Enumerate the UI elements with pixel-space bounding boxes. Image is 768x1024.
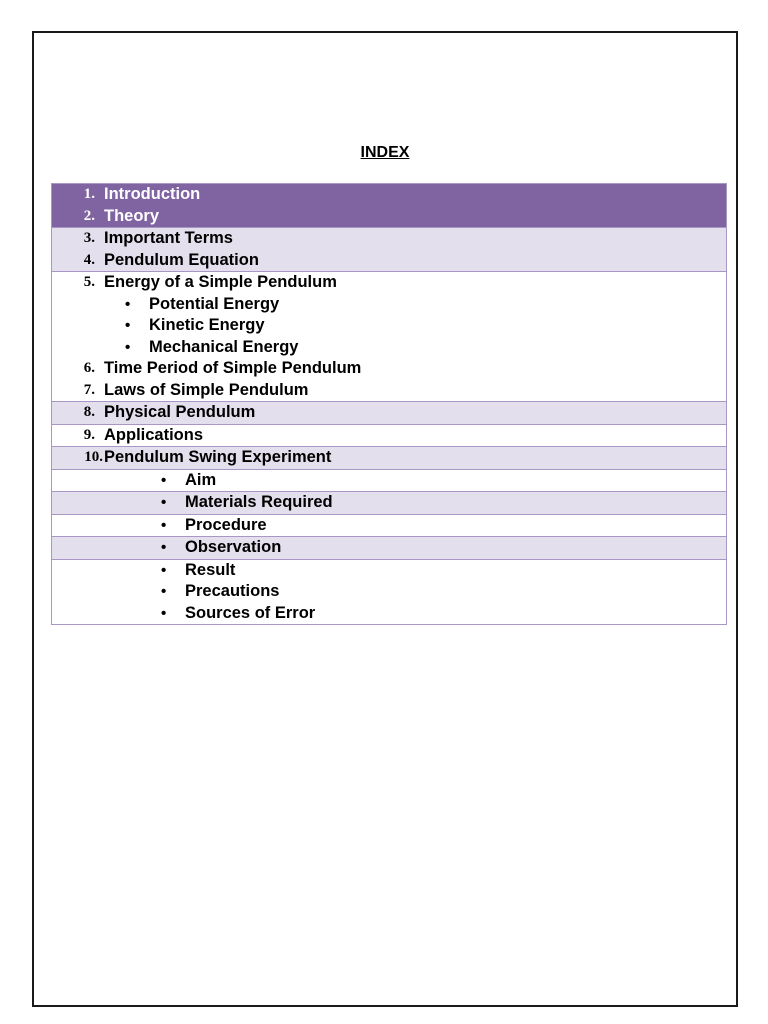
toc-item-laws	[52, 380, 726, 402]
toc-subitem-result	[52, 560, 726, 582]
toc-item-physical-pendulum	[52, 402, 726, 424]
toc-block	[52, 470, 726, 493]
toc-subitem-kinetic-energy	[52, 315, 726, 337]
toc-block	[52, 447, 726, 470]
toc-subitem-label: Potential Energy	[149, 294, 280, 313]
toc-item-time-period	[52, 358, 726, 380]
toc-item-label: Applications	[104, 425, 204, 444]
toc-item-theory	[52, 206, 726, 228]
toc-subitem-label: Result	[185, 560, 236, 579]
toc-item-label: Pendulum Equation	[104, 250, 259, 269]
bullet-icon: •	[161, 494, 167, 511]
index-title: INDEX	[360, 144, 410, 161]
bullet-icon: •	[161, 604, 167, 622]
document-page	[32, 31, 738, 1007]
toc-item-label: Introduction	[104, 185, 201, 203]
toc-item-label: Pendulum Swing Experiment	[104, 448, 332, 466]
toc-block	[52, 228, 726, 272]
toc-subitem-label: Kinetic Energy	[149, 316, 265, 334]
toc-header-block	[52, 184, 726, 228]
toc-subitem-label: Mechanical Energy	[149, 337, 299, 356]
toc-item-number: 10.	[84, 449, 103, 465]
bullet-icon: •	[161, 516, 167, 534]
toc-item-number: 8.	[83, 404, 95, 420]
toc-item-label: Energy of a Simple Pendulum	[104, 273, 337, 291]
toc-item-label: Laws of Simple Pendulum	[104, 380, 309, 399]
toc-subitem-mechanical-energy	[52, 337, 726, 359]
toc-item-number: 1.	[83, 186, 95, 202]
toc-subitem-aim	[52, 470, 726, 492]
bullet-icon: •	[161, 471, 167, 489]
toc-item-label: Theory	[104, 206, 160, 225]
toc-block	[52, 515, 726, 538]
toc-item-energy	[52, 272, 726, 294]
bullet-icon: •	[125, 317, 131, 334]
toc-item-label: Important Terms	[104, 229, 233, 247]
table-of-contents	[51, 183, 727, 625]
toc-subitem-procedure	[52, 515, 726, 537]
toc-item-label: Time Period of Simple Pendulum	[104, 359, 362, 377]
toc-item-number: 6.	[83, 360, 95, 376]
toc-subitem-precautions	[52, 581, 726, 603]
toc-block	[52, 492, 726, 515]
toc-block	[52, 425, 726, 448]
toc-item-number: 7.	[83, 381, 95, 398]
toc-subitem-label: Aim	[185, 470, 217, 489]
toc-item-number: 3.	[83, 230, 95, 246]
bullet-icon: •	[125, 295, 131, 313]
toc-item-pendulum-equation	[52, 250, 726, 272]
toc-item-applications	[52, 425, 726, 447]
toc-subitem-sources-of-error	[52, 603, 726, 625]
bullet-icon: •	[161, 539, 167, 556]
toc-subitem-label: Sources of Error	[185, 603, 316, 622]
toc-subitem-observation	[52, 537, 726, 559]
toc-block	[52, 560, 726, 625]
toc-subitem-label: Procedure	[185, 515, 267, 534]
toc-item-number: 4.	[83, 251, 95, 268]
bullet-icon: •	[161, 561, 167, 579]
toc-item-introduction	[52, 184, 726, 206]
toc-item-number: 9.	[83, 426, 95, 443]
toc-item-number: 5.	[83, 274, 95, 290]
toc-block	[52, 402, 726, 425]
toc-block	[52, 537, 726, 560]
toc-item-label: Physical Pendulum	[104, 403, 256, 421]
toc-block	[52, 272, 726, 402]
toc-item-number: 2.	[83, 207, 95, 224]
toc-item-swing-experiment	[52, 447, 726, 469]
bullet-icon: •	[125, 338, 131, 356]
toc-subitem-label: Observation	[185, 538, 282, 556]
toc-subitem-label: Materials Required	[185, 493, 333, 511]
toc-subitem-label: Precautions	[185, 582, 280, 600]
toc-item-important-terms	[52, 228, 726, 250]
bullet-icon: •	[161, 583, 167, 600]
toc-subitem-materials	[52, 492, 726, 514]
toc-subitem-potential-energy	[52, 294, 726, 316]
